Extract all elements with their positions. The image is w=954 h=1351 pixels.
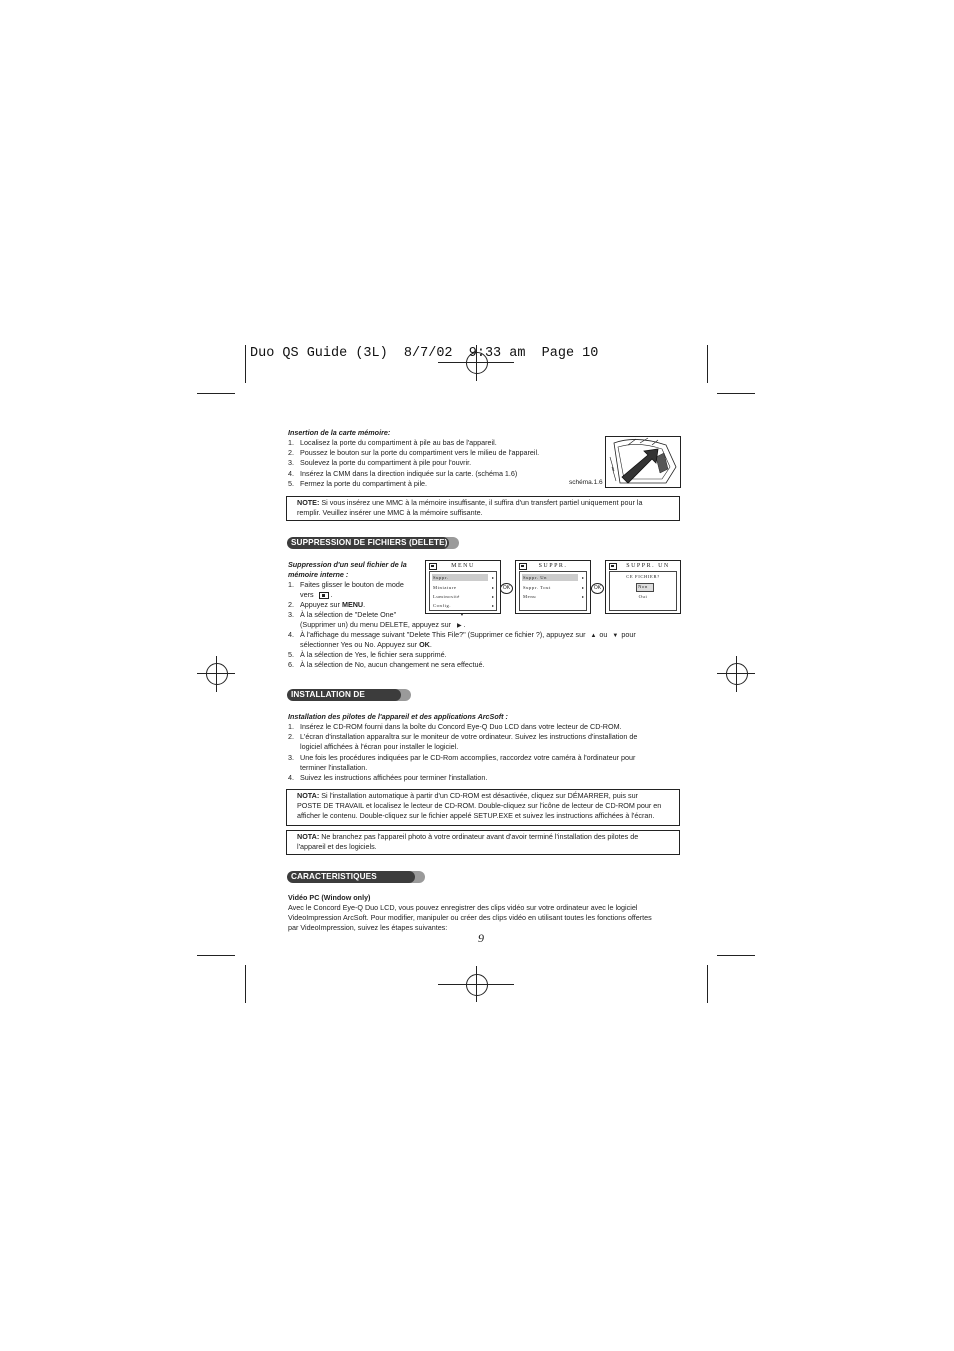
nota2-text-1: Ne branchez pas l'appareil photo à votre ordinateur avant d'avoir terminé l'installation des pilotes de xyxy=(319,832,639,841)
menu-key-label: MENU xyxy=(341,600,364,609)
delete-step-4-ou: ou xyxy=(599,630,608,639)
delete-step-1b-text: vers xyxy=(300,590,314,599)
lcd-menu-list xyxy=(429,571,497,611)
delete-step-2 xyxy=(300,600,365,610)
right-arrow-icon: ▸ xyxy=(581,575,584,580)
lcd-menu-list xyxy=(519,571,587,611)
note-line-2: remplir. Veuillez insérer une MMC à la mémoire suffisante. xyxy=(297,508,483,517)
step-number: 5. xyxy=(288,650,294,659)
schema-label: schéma.1.6 xyxy=(569,479,603,486)
lcd-screen-suppr-un xyxy=(605,560,681,614)
right-arrow-icon: ▸ xyxy=(491,575,494,580)
nota2-line-1 xyxy=(297,832,638,842)
lcd-question: CE FICHIER? xyxy=(626,574,660,579)
nota2-line-2: l'appareil et des logiciels. xyxy=(297,842,377,851)
delete-step-4-pour: pour xyxy=(621,630,636,639)
step-number: 5. xyxy=(288,478,294,488)
delete-step-1: Faites glisser le bouton de mode xyxy=(300,580,404,589)
lcd-menu-item: Config. xyxy=(433,603,452,608)
delete-step-3b: (Supprimer un) du menu DELETE, appuyez sur ▶ . xyxy=(300,620,466,629)
crop-mark xyxy=(245,965,246,1003)
lcd-screen-suppr xyxy=(515,560,591,614)
ok-button-icon: OK xyxy=(591,583,604,594)
up-arrow-icon: ▲ xyxy=(590,633,597,639)
step-number: 6. xyxy=(288,660,294,669)
playback-mode-icon xyxy=(319,592,329,599)
step-number: 4. xyxy=(288,468,294,478)
install-subtitle: Installation des pilotes de l'appareil et des applications ArcSoft : xyxy=(288,712,508,721)
nota-line-2: POSTE DE TRAVAIL et localisez le lecteur de CD-ROM. Double-cliquez sur l'icône de lecteur de CD-ROM pour en xyxy=(297,801,662,810)
delete-step-6: À la sélection de No, aucun changement ne sera effectué. xyxy=(300,660,485,669)
ok-key-label: OK xyxy=(419,640,430,649)
special-line-2: VideoImpression ArcSoft. Pour modifier, manipuler ou créer des clips vidéo en utilisant toutes les fonctions offertes xyxy=(288,913,652,922)
step-number: 3. xyxy=(288,752,294,762)
lcd-menu-item: Suppr. xyxy=(433,575,449,580)
delete-subtitle-2: mémoire interne : xyxy=(288,570,349,579)
video-pc-subtitle: Vidéo PC (Window only) xyxy=(288,893,371,902)
install-step: logiciel affichées à l'écran pour installer le logiciel. xyxy=(300,742,459,752)
delete-step-4-text: À l'affichage du message suivant "Delete This File?" (Supprimer ce fichier ?), appuyez sur xyxy=(300,630,586,639)
install-step: Une fois les procédures indiquées par le CD-Rom accomplies, raccordez votre caméra à l'ordinateur pour xyxy=(300,752,636,762)
lcd-screen-title: MENU xyxy=(451,563,475,569)
step-number: 4. xyxy=(288,773,294,782)
nota-line-1 xyxy=(297,791,638,801)
delete-step-2-pre: Appuyez sur xyxy=(300,600,342,609)
lcd-option: Oui xyxy=(638,594,648,599)
right-arrow-icon: ▸ xyxy=(491,603,494,608)
note-line-1 xyxy=(297,498,642,508)
insertion-step: Soulevez la porte du compartiment à pile pour l'ouvrir. xyxy=(300,458,472,468)
delete-step-5: À la sélection de Yes, le fichier sera supprimé. xyxy=(300,650,447,659)
crop-mark xyxy=(707,345,708,383)
right-arrow-icon: ▸ xyxy=(581,585,584,590)
nota-line-3: afficher le contenu. Double-cliquez sur le fichier appelé SETUP.EXE et suivez les instructions affichées à l'écran. xyxy=(297,811,655,820)
lcd-dialog xyxy=(609,571,677,611)
lcd-screen-menu xyxy=(425,560,501,617)
delete-step-4b-pre: sélectionner Yes ou No. Appuyez sur xyxy=(300,640,420,649)
step-number: 1. xyxy=(288,722,294,731)
insertion-step: Poussez le bouton sur la porte du compartiment vers le milieu de l'appareil. xyxy=(300,448,540,458)
section-heading-delete: SUPPRESSION DE FICHIERS (DELETE) xyxy=(287,537,449,549)
insertion-step: Localisez la porte du compartiment à pile au bas de l'appareil. xyxy=(300,438,497,447)
crop-mark xyxy=(717,955,755,956)
step-number: 1. xyxy=(288,438,294,447)
crop-mark xyxy=(717,393,755,394)
delete-step-3b-text: (Supprimer un) du menu DELETE, appuyez sur xyxy=(300,620,452,629)
delete-step-2-post: . xyxy=(363,600,366,609)
insertion-step: Insérez la CMM dans la direction indiquée sur la carte. (schéma 1.6) xyxy=(300,468,518,478)
insertion-step: Fermez la porte du compartiment à pile. xyxy=(300,478,428,488)
right-arrow-icon: ▸ xyxy=(581,594,584,599)
install-step: L'écran d'installation apparaîtra sur le moniteur de votre ordinateur. Suivez les instructions d'installation de xyxy=(300,732,638,742)
nota-label: NOTA: xyxy=(297,791,320,800)
step-number: 4. xyxy=(288,630,294,639)
camera-card-slot-icon xyxy=(606,437,680,487)
lcd-screen-title: SUPPR. UN xyxy=(626,563,670,569)
note-label: NOTE: xyxy=(297,498,320,507)
crop-mark xyxy=(245,345,246,383)
install-step: terminer l'installation. xyxy=(300,762,368,772)
section-heading-special: CARACTERISTIQUES SPECIALES xyxy=(287,871,415,883)
lcd-menu-item: Miniature xyxy=(433,585,457,590)
special-line-3: par VideoImpression, suivez les étapes suivantes: xyxy=(288,923,448,932)
nota-label: NOTA: xyxy=(297,832,320,841)
right-arrow-icon: ▶ xyxy=(457,623,462,629)
ok-button-icon: OK xyxy=(500,583,513,594)
crop-mark xyxy=(197,955,235,956)
delete-step-4b-post: . xyxy=(429,640,432,649)
registration-mark xyxy=(466,974,488,996)
card-insertion-illustration xyxy=(605,436,681,488)
lcd-screen-title: SUPPR. xyxy=(538,563,568,569)
registration-mark xyxy=(726,663,748,685)
step-number: 3. xyxy=(288,458,294,468)
crop-mark xyxy=(707,965,708,1003)
lcd-menu-item: Luminosité xyxy=(433,594,460,599)
insertion-title: Insertion de la carte mémoire: xyxy=(288,428,391,437)
step-number: 3. xyxy=(288,610,294,619)
delete-step-4b xyxy=(300,640,432,650)
lcd-menu-item: Suppr. Tout xyxy=(523,585,551,590)
note-text-1: Si vous insérez une MMC à la mémoire insuffisante, il suffira d'un transfert partiel uniquement pour la xyxy=(319,498,643,507)
lcd-menu-item: Menu xyxy=(523,594,537,599)
delete-step-1b: vers . xyxy=(300,590,333,599)
page-number: 9 xyxy=(478,931,484,945)
lcd-option: Non xyxy=(638,584,648,589)
delete-subtitle-1: Suppression d'un seul fichier de la xyxy=(288,560,407,569)
section-heading-install: INSTALLATION DE LOGICIEL xyxy=(287,689,401,701)
print-slug-header: Duo QS Guide (3L) 8/7/02 9:33 am Page 10 xyxy=(250,346,599,361)
nota-text-1: Si l'installation automatique à partir d'un CD-ROM est désactivée, cliquez sur DÉMARRER, puis sur xyxy=(319,791,638,800)
crop-mark xyxy=(197,393,235,394)
registration-mark xyxy=(206,663,228,685)
delete-step-3: À la sélection de "Delete One" xyxy=(300,610,397,619)
install-step: Suivez les instructions affichées pour terminer l'installation. xyxy=(300,773,488,782)
step-number: 2. xyxy=(288,600,294,609)
step-number: 1. xyxy=(288,580,294,589)
right-arrow-icon: ▸ xyxy=(491,594,494,599)
step-number: 2. xyxy=(288,732,294,742)
step-number: 2. xyxy=(288,448,294,458)
down-arrow-icon: ▼ xyxy=(460,612,464,617)
special-line-1: Avec le Concord Eye-Q Duo LCD, vous pouvez enregistrer des clips vidéo sur votre ordinateur avec le logiciel xyxy=(288,903,638,912)
down-arrow-icon: ▼ xyxy=(612,633,619,639)
install-step: Insérez le CD-ROM fourni dans la boîte du Concord Eye-Q Duo LCD dans votre lecteur de CD-ROM. xyxy=(300,722,622,731)
lcd-menu-item: Suppr. Un xyxy=(523,575,548,580)
right-arrow-icon: ▸ xyxy=(491,585,494,590)
